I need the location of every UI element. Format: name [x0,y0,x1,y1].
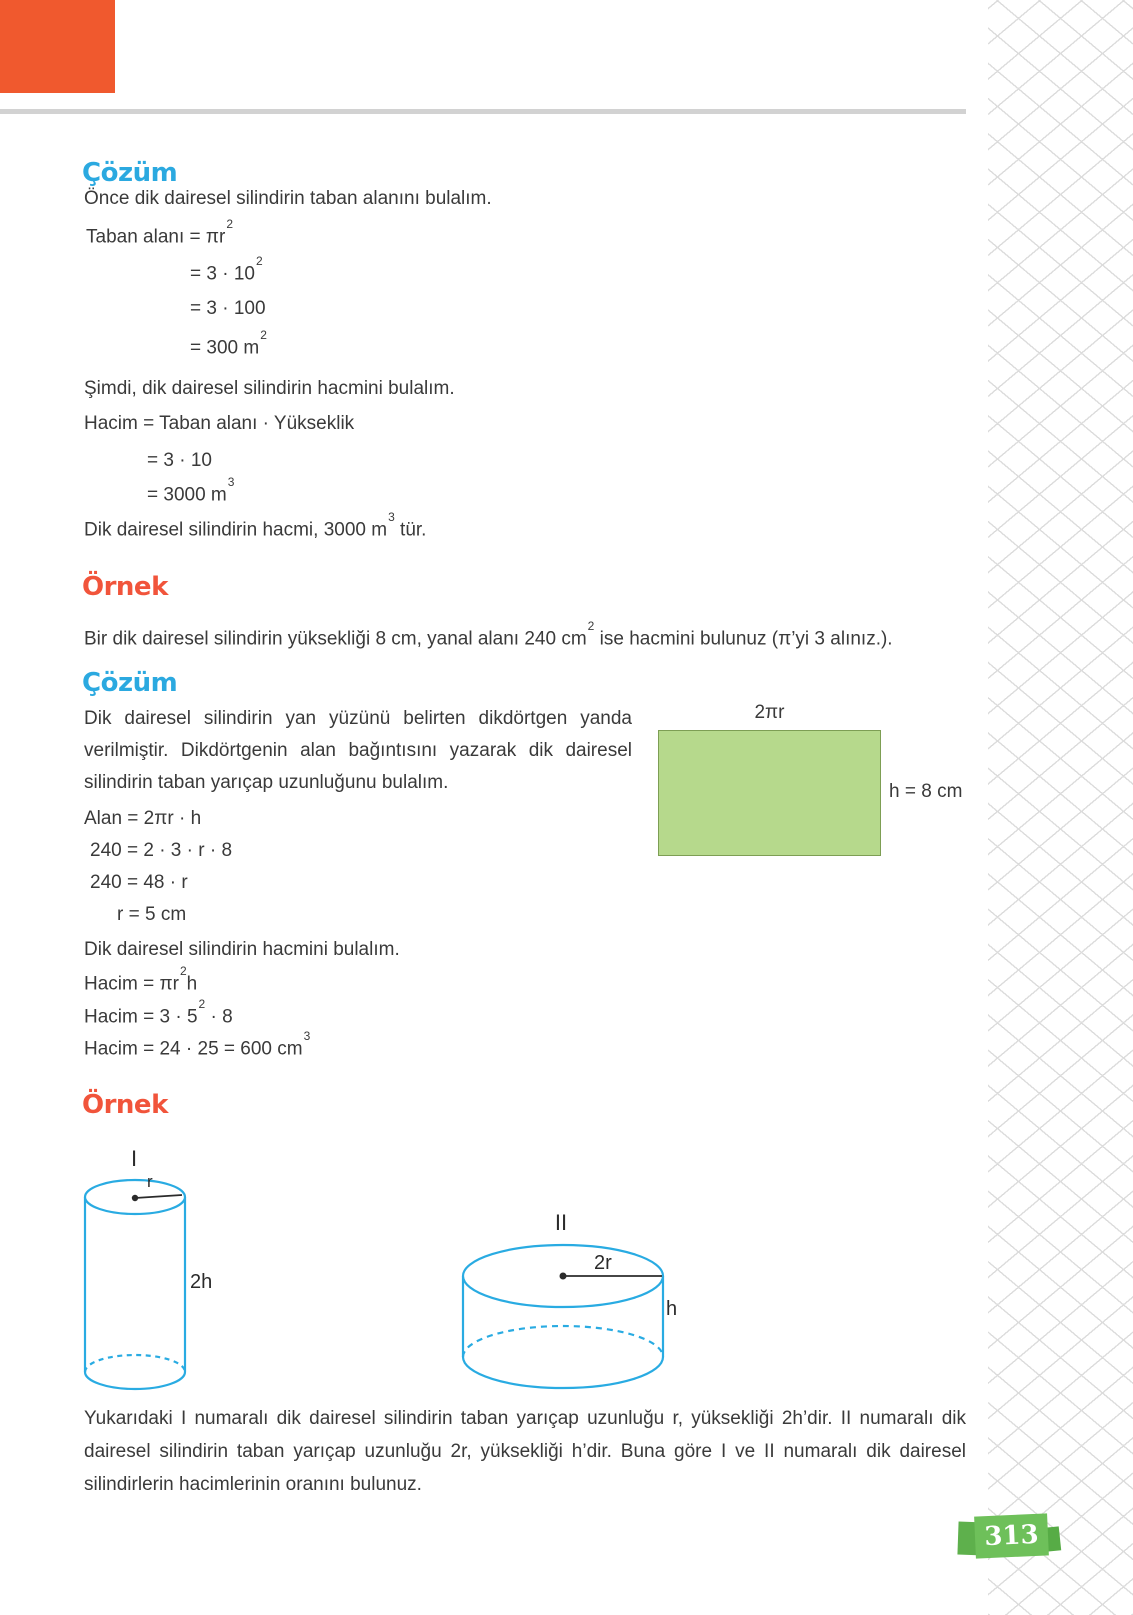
rectangle-width-label: 2πr [754,702,785,723]
solution2-eq6: Hacim = $3 \cdot 5^2 \cdot 8$ [84,997,233,1028]
example1-statement: Bir dik dairesel silindirin yüksekliği 8 cm, yanal alanı 240 $cm^2$ ise hacmini bulunuz (π’yi 3 alınız.). [84,619,893,650]
solution2-paragraph-line2: verilmiştir. Dikdörtgenin alan bağıntısını yazarak dik dairesel [84,740,632,761]
cylinder-i-height-label: 2h [190,1271,213,1293]
example2-paragraph-line3: silindirlerin hacimlerinin oranını bulunuz. [84,1474,422,1495]
solution1-eq1: Taban alanı = $\pi r^2$ [86,217,234,248]
example2-paragraph-line1: Yukarıdaki I numaralı dik dairesel silindirin taban yarıçap uzunluğu r, yüksekliği 2h’dir. II numaralı dik [84,1408,966,1429]
solution2-eq1: Alan = 2πr · h [84,808,202,829]
solution2-heading: Çözüm [82,668,178,698]
page-number-badge [956,1514,1068,1560]
solution1-eq5: Hacim = Taban alanı · Yükseklik [84,413,355,434]
solution2-eq4: r = 5 cm [117,904,187,925]
corner-accent-block [0,0,115,93]
lateral-surface-rectangle-figure [658,730,881,856]
cylinder-ii-height-label: h [666,1298,678,1320]
solution1-eq4: = 300 $m^2$ [190,328,267,359]
solution1-result: Dik dairesel silindirin hacmi, 3000 $m^3$ tür. [84,510,427,541]
solution1-eq7: = 3000 $m^3$ [147,475,235,506]
solution1-intro: Önce dik dairesel silindirin taban alanını bulalım. [84,188,492,209]
solution1-eq3: = 3 · 100 [190,298,266,319]
solution1-eq6: = 3 · 10 [147,450,212,471]
solution2-eq7: Hacim = 24 · 25 = 600 $cm^3$ [84,1029,311,1060]
solution1-eq2: = $3 \cdot 10^2$ [190,254,263,285]
solution2-paragraph-line1: Dik dairesel silindirin yan yüzünü belirten dikdörtgen yanda [84,708,632,729]
cylinder-ii-figure [450,1235,680,1400]
solution2-eq5: Hacim = $\pi r^2h$ [84,964,198,995]
cylinder-i-radius-label: r [147,1172,153,1191]
solution2-eq2: 240 = 2 · 3 · r · 8 [90,840,233,861]
cylinder-i-figure [78,1168,198,1396]
cylinder-ii-number-label: II [554,1210,568,1235]
solution2-paragraph-line3: silindirin taban yarıçap uzunluğunu bulalım. [84,772,449,793]
solution2-step2: Dik dairesel silindirin hacmini bulalım. [84,939,400,960]
solution1-heading: Çözüm [82,158,178,188]
solution2-eq3: 240 = 48 · r [90,872,188,893]
header-divider [0,109,966,114]
page-number: 313 [974,1513,1049,1558]
example1-heading: Örnek [82,572,168,602]
example2-heading: Örnek [82,1090,168,1120]
example2-paragraph-line2: dairesel silindirin taban yarıçap uzunluğu 2r, yüksekliği h’dir. Buna göre I ve II numaralı dik dairesel [84,1441,966,1462]
rectangle-height-label: h = 8 cm [889,781,963,802]
cylinder-i-number-label: I [130,1146,138,1171]
solution1-step2: Şimdi, dik dairesel silindirin hacmini bulalım. [84,378,455,399]
cylinder-ii-radius-label: 2r [594,1252,612,1274]
page-edge-pattern [988,0,1133,1615]
